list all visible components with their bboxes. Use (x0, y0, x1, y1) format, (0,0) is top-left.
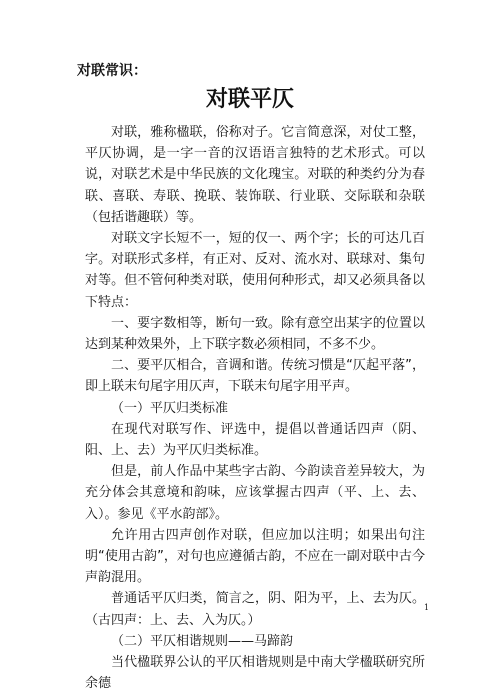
paragraph: 普通话平仄归类，简言之，阴、阳为平，上、去为仄。（古四声：上、去、入为仄。） (85, 591, 425, 628)
paragraph: 在现代对联写作、评选中，提倡以普通话四声（阴、阳、上、去）为平仄归类标准。 (85, 421, 425, 459)
section-heading: 对联常识： (77, 63, 147, 79)
page-title: 对联平仄 (205, 87, 294, 112)
paragraph: 对联，雅称楹联，俗称对子。它言简意深，对仗工整，平仄协调，是一字一音的汉语语言独特的艺术形式。可以说，对联艺术是中华民族的文化瑰宝。对联的种类约分为春联、喜联、寿联、挽联、装饰联、行业联、交际联和杂联（包括谐趣联）等。 (85, 125, 425, 225)
paragraph: 允许用古四声创作对联，但应加以注明；如果出句注明“使用古韵”，对句也应遵循古韵，不应在一副对联中古今声韵混用。 (85, 527, 425, 586)
paragraph: 一、要字数相等，断句一致。除有意空出某字的位置以达到某种效果外，上下联字数必须相同，不多不少。 (85, 315, 425, 353)
paragraph: （一）平仄归类标准 (111, 400, 229, 416)
paragraph: 但是，前人作品中某些字古韵、今韵读音差异较大，为充分体会其意境和韵味，应该掌握古四声（平、上、去、入）。参见《平水韵部》。 (85, 464, 425, 522)
paragraph: 当代楹联界公认的平仄相谐规则是中南大学楹联研究所余德 (85, 655, 425, 692)
paragraph: 对联文字长短不一，短的仅一、两个字；长的可达几百字。对联形式多样，有正对、反对、流水对、联球对、集句对等。但不管何种类对联，使用何种形式，却又必须具备以下特点： (85, 231, 425, 310)
page-number: 1 (424, 603, 430, 612)
paragraph: 二、要平仄相合，音调和谐。传统习惯是“仄起平落”，即上联末句尾字用仄声，下联末句尾字用平声。 (85, 358, 425, 395)
paragraph: （二）平仄相谐规则——马蹄韵 (111, 633, 294, 649)
body-text (85, 122, 425, 694)
